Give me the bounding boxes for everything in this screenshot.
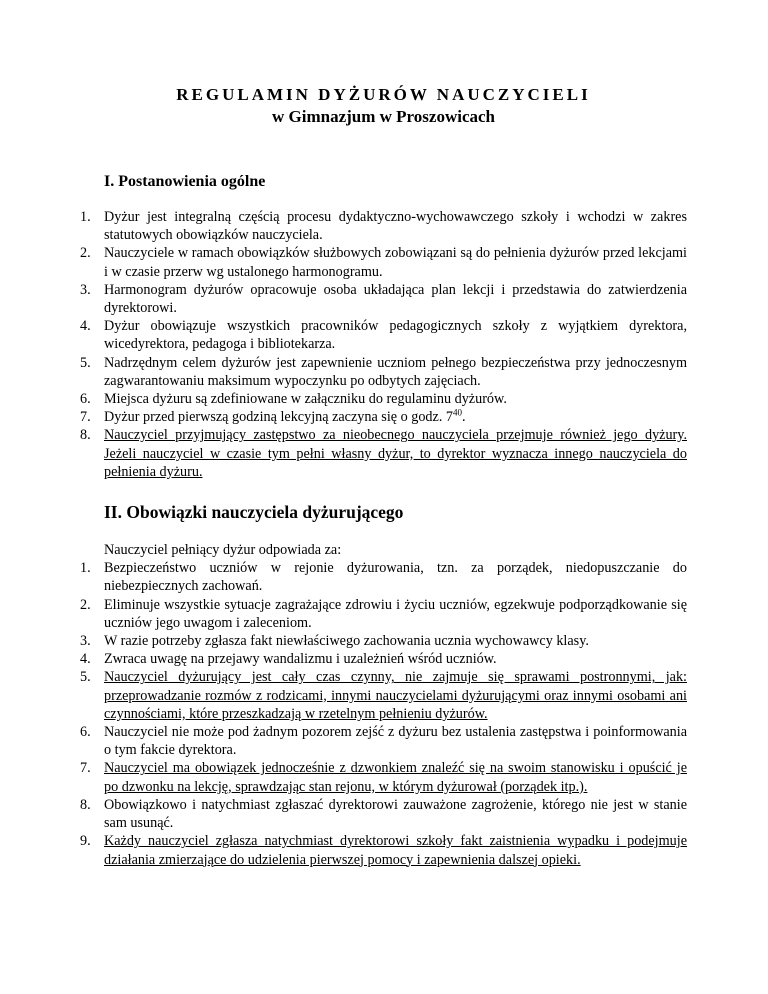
list-item: 2. Eliminuje wszystkie sytuacje zagrażające zdrowiu i życiu uczniów, egzekwuje podporządkowanie się uczniów jego uwagom i zaleceniom.	[80, 596, 687, 631]
list-item: 3. Harmonogram dyżurów opracowuje osoba układająca plan lekcji i przedstawia do zatwierdzenia dyrektorowi.	[80, 281, 687, 317]
document-subtitle: w Gimnazjum w Proszowicach	[271, 107, 496, 126]
list-item: 1. Bezpieczeństwo uczniów w rejonie dyżurowania, tzn. za porządek, niedopuszczanie do niebezpiecznych zachowań.	[80, 560, 687, 595]
section-2-heading: II. Obowiązki nauczyciela dyżurującego	[104, 502, 404, 523]
list-item: 4. Zwraca uwagę na przejawy wandalizmu i uzależnień wśród uczniów.	[80, 651, 497, 668]
section-1-list	[80, 208, 687, 481]
list-item: 4. Dyżur obowiązuje wszystkich pracowników pedagogicznych szkoły z wyjątkiem dyrektora, wicedyrektora, pedagoga i bibliotekarza.	[80, 318, 687, 353]
superscript-minutes: 40	[453, 407, 463, 418]
list-item: 1. Dyżur jest integralną częścią procesu dydaktyczno-wychowawczego szkoły i wchodzi w zakres statutowych obowiązków nauczyciela.	[80, 209, 687, 244]
section-1-heading: I. Postanowienia ogólne	[104, 173, 266, 190]
list-item: 2. Nauczyciele w ramach obowiązków służbowych zobowiązani są do pełnienia dyżurów przed lekcjami i w czasie przerw wg ustalonego harmonogramu.	[80, 245, 687, 280]
list-item: 5. Nauczyciel dyżurujący jest cały czas czynny, nie zajmuje się sprawami postronnymi, jak: przeprowadzanie rozmów z rodzicami, innymi nauczycielami dyżurującymi oraz innymi osobami ani czynnościami, które przeszkadzają w rzetelnym pełnieniu dyżurów.	[80, 669, 687, 722]
list-item: 8. Obowiązkowo i natychmiast zgłaszać dyrektorowi zauważone zagrożenie, którego nie jest w stanie sam usunąć.	[80, 796, 687, 832]
list-item: 6. Miejsca dyżuru są zdefiniowane w załączniku do regulaminu dyżurów.	[80, 391, 507, 408]
section-2-list	[80, 559, 687, 868]
list-item: 5. Nadrzędnym celem dyżurów jest zapewnienie uczniom pełnego bezpieczeństwa przy jednoczesnym zagwarantowaniu maksimum wypoczynku po odbytych zajęciach.	[80, 354, 687, 389]
document-page	[80, 84, 687, 869]
document-title: REGULAMIN DYŻURÓW NAUCZYCIELI	[176, 85, 591, 104]
section-2-intro: Nauczyciel pełniący dyżur odpowiada za:	[104, 542, 342, 559]
list-item: 9. Każdy nauczyciel zgłasza natychmiast dyrektorowi szkoły fakt zaistnienia wypadku i podejmuje działania zmierzające do udzielenia pierwszej pomocy i zapewnienia dalszej opieki.	[80, 833, 687, 868]
list-item: 3. W razie potrzeby zgłasza fakt niewłaściwego zachowania ucznia wychowawcy klasy.	[80, 633, 589, 650]
list-item: 8. Nauczyciel przyjmujący zastępstwo za nieobecnego nauczyciela przejmuje również jego dyżury. Jeżeli nauczyciel w czasie tym pełni własny dyżur, to dyrektor wyznacza innego nauczyciela do pełnienia dyżuru.	[80, 427, 687, 480]
list-item: 6. Nauczyciel nie może pod żadnym pozorem zejść z dyżuru bez ustalenia zastępstwa i poinformowania o tym fakcie dyrektora.	[80, 724, 687, 759]
list-item: 7. Nauczyciel ma obowiązek jednocześnie z dzwonkiem znaleźć się na swoim stanowisku i opuścić je po dzwonku na lekcję, sprawdzając stan rejonu, w którym dyżurował (porządek itp.).	[80, 760, 687, 795]
list-item: 7. Dyżur przed pierwszą godziną lekcyjną zaczyna się o godz. $7^{40}$.	[80, 407, 466, 426]
